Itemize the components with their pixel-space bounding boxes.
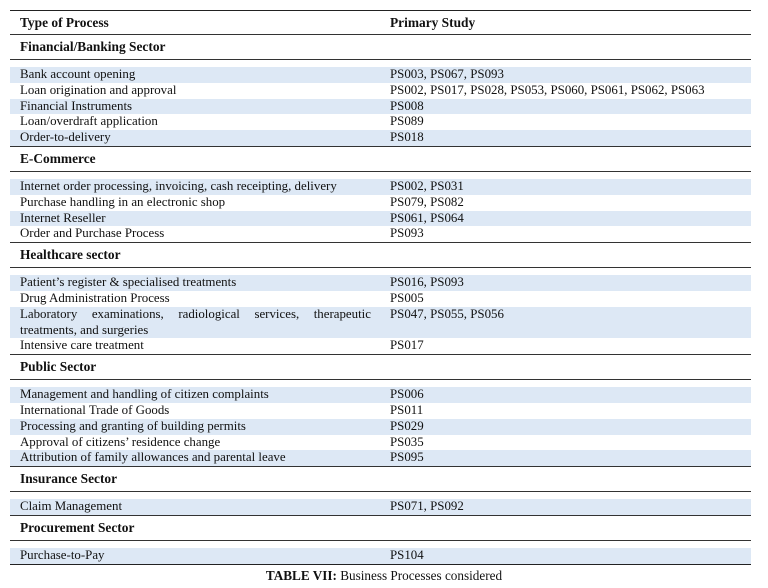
header-primary-study: Primary Study — [390, 14, 476, 30]
primary-study-cell: PS018 — [390, 130, 424, 145]
primary-study-cell: PS005 — [390, 290, 424, 305]
table-row — [10, 226, 751, 242]
section-gap — [10, 268, 751, 275]
primary-study-cell: PS093 — [390, 226, 424, 241]
table-row — [10, 179, 751, 195]
primary-study-cell: PS011 — [390, 402, 424, 417]
primary-study-cell: PS003, PS067, PS093 — [390, 67, 504, 81]
table-row — [10, 450, 751, 466]
table-row — [10, 99, 751, 115]
table-header-row — [10, 11, 751, 34]
section-title — [10, 243, 751, 267]
table-row — [10, 130, 751, 146]
process-cell: Intensive care treatment — [20, 338, 144, 353]
primary-study-cell: PS095 — [390, 450, 424, 465]
table-row — [10, 291, 751, 307]
process-cell: Purchase-to-Pay — [20, 547, 105, 562]
process-cell: Processing and granting of building permits — [20, 418, 246, 433]
section-title-label: Procurement Sector — [20, 519, 135, 535]
table-row — [10, 195, 751, 211]
caption-label: TABLE VII: — [265, 568, 337, 583]
process-cell: International Trade of Goods — [20, 402, 170, 417]
primary-study-cell: PS035 — [390, 434, 424, 449]
process-cell: Loan/overdraft application — [20, 114, 158, 129]
section-gap — [10, 172, 751, 179]
header-type-of-process: Type of Process — [20, 14, 109, 30]
primary-study-cell: PS002, PS017, PS028, PS053, PS060, PS061, PS062, PS063 — [390, 82, 705, 97]
section-gap — [10, 380, 751, 387]
process-cell: Order and Purchase Process — [20, 226, 165, 241]
section-title-label: Healthcare sector — [20, 247, 121, 263]
table-row — [10, 419, 751, 435]
table-row — [10, 548, 751, 564]
table-row — [10, 211, 751, 227]
process-cell: Purchase handling in an electronic shop — [20, 194, 226, 209]
primary-study-cell: PS008 — [390, 98, 424, 113]
table-bottom-rule — [10, 564, 751, 565]
section-title — [10, 147, 751, 171]
table-row — [10, 338, 751, 354]
table-row — [10, 435, 751, 451]
table-row — [10, 114, 751, 130]
table-row — [10, 403, 751, 419]
primary-study-cell: PS029 — [390, 418, 424, 433]
process-cell: Internet order processing, invoicing, cash receipting, delivery — [20, 178, 337, 193]
section-title-label: Insurance Sector — [20, 471, 118, 487]
primary-study-cell: PS079, PS082 — [390, 194, 464, 209]
section-title-label: Financial/Banking Sector — [20, 39, 166, 54]
process-cell: Internet Reseller — [20, 210, 106, 225]
primary-study-cell: PS002, PS031 — [390, 178, 464, 193]
process-cell: Laboratory examinations, radiological services, therapeutic treatments, and surgeries — [20, 306, 371, 337]
process-cell: Financial Instruments — [20, 98, 133, 113]
caption-text: Business Processes considered — [336, 568, 503, 583]
primary-study-cell: PS089 — [390, 114, 424, 129]
process-cell: Loan origination and approval — [20, 82, 177, 97]
primary-study-cell: PS061, PS064 — [390, 210, 464, 225]
table-row — [10, 83, 751, 99]
table-row — [10, 307, 751, 339]
section-title-label: E-Commerce — [20, 150, 96, 166]
table-row — [10, 67, 751, 83]
process-cell: Order-to-delivery — [20, 130, 111, 145]
process-cell: Patient’s register & specialised treatments — [20, 275, 237, 290]
process-cell: Management and handling of citizen complaints — [20, 387, 269, 402]
process-cell: Bank account opening — [20, 67, 136, 81]
table-row — [10, 499, 751, 515]
section-title — [10, 467, 751, 491]
section-title — [10, 355, 751, 379]
primary-study-cell: PS017 — [390, 338, 424, 353]
section-title — [10, 516, 751, 540]
primary-study-cell: PS006 — [390, 387, 424, 402]
process-cell: Attribution of family allowances and parental leave — [20, 450, 286, 465]
table-row — [10, 275, 751, 291]
process-cell: Approval of citizens’ residence change — [20, 434, 221, 449]
section-title — [10, 35, 751, 59]
primary-study-cell: PS104 — [390, 547, 424, 562]
primary-study-cell: PS016, PS093 — [390, 275, 464, 290]
section-gap — [10, 541, 751, 548]
section-gap — [10, 492, 751, 499]
table-caption — [0, 568, 768, 584]
section-gap — [10, 60, 751, 67]
process-cell: Drug Administration Process — [20, 290, 170, 305]
primary-study-cell: PS071, PS092 — [390, 499, 464, 514]
table-body — [10, 35, 751, 565]
process-cell: Claim Management — [20, 499, 123, 514]
primary-study-cell: PS047, PS055, PS056 — [390, 306, 504, 321]
section-title-label: Public Sector — [20, 359, 97, 375]
table-row — [10, 387, 751, 403]
process-table — [10, 10, 751, 565]
